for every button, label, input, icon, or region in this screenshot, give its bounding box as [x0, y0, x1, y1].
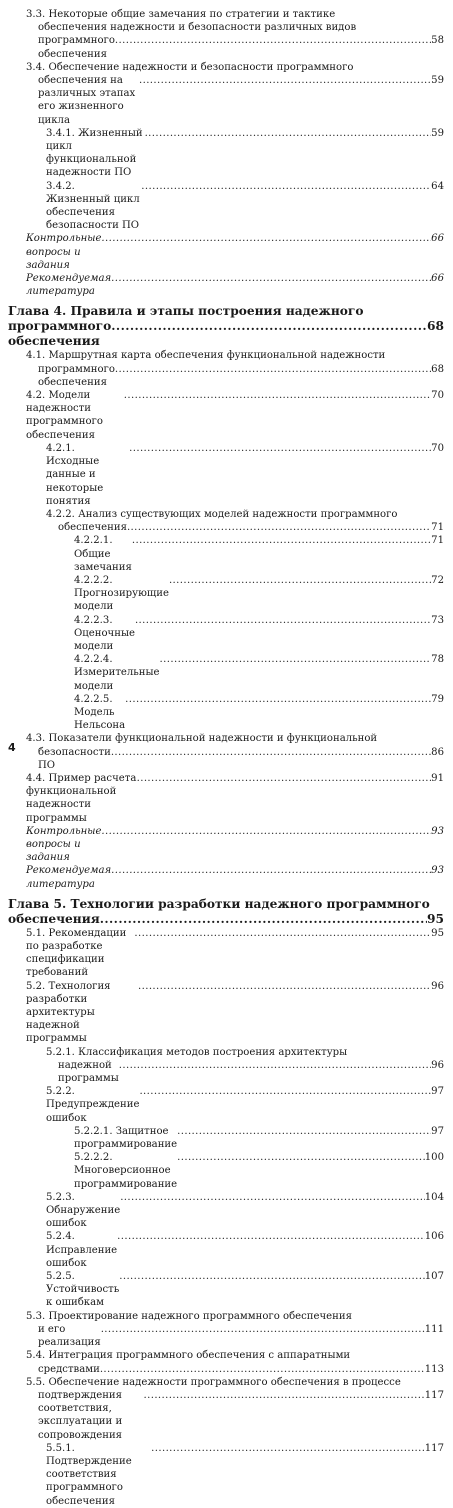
dot-leader	[100, 912, 427, 927]
toc-entry-title: обеспечения надежности и безопасности различных видов	[38, 22, 357, 34]
toc-entry[interactable]	[8, 232, 444, 272]
dot-leader	[101, 232, 431, 245]
toc-entry-title: 4.2.2.1. Общие замечания	[74, 535, 132, 573]
toc-page-number: 117	[424, 1442, 444, 1454]
dot-leader	[117, 1230, 425, 1243]
toc-entry[interactable]	[8, 693, 444, 733]
toc-entry-title: подтверждения соответствия, эксплуатации и сопровождения	[38, 1389, 123, 1441]
toc-entry-title: 3.3. Некоторые общие замечания по стратегии и тактике	[26, 9, 336, 20]
dot-leader	[141, 180, 431, 193]
toc-page-number: 93	[431, 825, 444, 837]
toc-page-number: 95	[431, 927, 444, 939]
toc-entry[interactable]	[8, 772, 444, 825]
toc-page-number: 104	[424, 1191, 444, 1203]
dot-leader	[134, 927, 431, 940]
toc-entry-title: 4.2.2. Анализ существующих моделей надежности программного	[46, 508, 398, 520]
dot-leader	[115, 34, 431, 47]
toc-entry[interactable]	[8, 1230, 444, 1270]
toc-page-number: 72	[431, 574, 444, 586]
dot-leader	[111, 319, 427, 334]
dot-leader	[160, 653, 432, 666]
toc-page-number: 96	[431, 980, 444, 992]
toc-entry-title: 3.4.1. Жизненный цикл функциональной надежности ПО	[46, 127, 143, 179]
dot-leader	[124, 389, 431, 402]
toc-page-number: 64	[431, 180, 444, 192]
toc-page-number: 66	[431, 233, 444, 245]
toc-page-number: 58	[431, 35, 444, 47]
toc-entry[interactable]	[8, 980, 444, 1046]
toc-page-number: 111	[424, 1323, 444, 1335]
toc-entry-title: и его реализация	[38, 1323, 101, 1349]
toc-page-number: 79	[431, 693, 444, 705]
table-of-contents	[8, 8, 444, 1508]
toc-entry-title: 3.4.2. Жизненный цикл обеспечения безопасности ПО	[46, 180, 140, 232]
toc-page-number: 96	[431, 1059, 444, 1071]
dot-leader	[139, 74, 431, 87]
toc-entry[interactable]	[8, 180, 444, 233]
toc-entry-title: 4.2. Модели надежности программного обеспечения	[26, 390, 103, 441]
toc-page-number: 68	[427, 319, 444, 334]
toc-page-number: 95	[427, 911, 444, 926]
toc-entry[interactable]	[8, 508, 444, 534]
dot-leader	[135, 614, 431, 627]
toc-entry[interactable]	[8, 614, 444, 654]
toc-page-number: 71	[431, 522, 444, 534]
dot-leader	[145, 127, 432, 140]
toc-page-number: 93	[431, 865, 444, 877]
toc-entry[interactable]	[8, 61, 444, 127]
dot-leader	[101, 1323, 425, 1336]
toc-entry[interactable]	[8, 8, 444, 61]
toc-page-number: 59	[431, 127, 444, 139]
dot-leader	[129, 442, 431, 455]
toc-page-number: 86	[431, 746, 444, 758]
toc-entry-title: Рекомендуемая литература	[26, 865, 112, 890]
dot-leader	[137, 772, 432, 785]
toc-entry[interactable]	[8, 574, 444, 614]
toc-entry-title: Контрольные вопросы и задания	[26, 233, 102, 271]
toc-page-number: 91	[431, 772, 444, 784]
toc-page-number: 107	[424, 1271, 444, 1283]
toc-entry-title: 5.2.2.2. Многоверсионное программирование	[74, 1152, 178, 1190]
toc-entry-title: 4.1. Маршрутная карта обеспечения функциональной надежности	[26, 350, 386, 362]
toc-page-number: 117	[424, 1389, 444, 1401]
dot-leader	[101, 825, 431, 838]
toc-entry-title: 4.2.2.3. Оценочные модели	[74, 614, 135, 652]
dot-leader	[132, 534, 431, 547]
toc-entry-title: 4.2.2.5. Модель Нельсона	[74, 693, 126, 732]
toc-entry-title: 4.2.2.4. Измерительные модели	[74, 654, 160, 692]
toc-entry[interactable]	[8, 127, 444, 180]
dot-leader	[115, 363, 431, 376]
toc-entry-title: надежной программы	[58, 1059, 119, 1085]
toc-entry-title: 3.4. Обеспечение надежности и безопасности программного	[26, 61, 354, 73]
toc-page-number: 97	[431, 1125, 444, 1137]
toc-entry-title: Глава 5. Технологии разработки надежного программного	[8, 896, 430, 911]
toc-entry[interactable]	[8, 1085, 444, 1125]
toc-entry-title: программного обеспечения	[8, 319, 112, 349]
dot-leader	[111, 864, 431, 877]
toc-page-number: 71	[431, 535, 444, 547]
dot-leader	[120, 1191, 425, 1204]
toc-page-number: 66	[431, 273, 444, 285]
toc-page-number: 68	[431, 363, 444, 375]
toc-page-number: 78	[431, 654, 444, 666]
toc-entry-title: 5.2.2. Предупреждение ошибок	[46, 1086, 140, 1124]
toc-entry-title: 5.2.3. Обнаружение ошибок	[46, 1191, 121, 1230]
toc-entry-title: 5.2.2.1. Защитное программирование	[74, 1125, 178, 1151]
toc-entry-title: 4.2.2.2. Прогнозирующие модели	[74, 574, 169, 613]
toc-entry[interactable]	[8, 389, 444, 442]
toc-entry-title: 5.5. Обеспечение надежности программного обеспечения в процессе	[26, 1376, 401, 1388]
toc-entry-title: безопасности ПО	[38, 746, 111, 771]
toc-entry[interactable]	[8, 1349, 444, 1375]
dot-leader	[127, 521, 431, 534]
toc-page-number: 59	[431, 75, 444, 87]
toc-entry[interactable]	[8, 927, 444, 980]
toc-entry[interactable]	[8, 1191, 444, 1231]
toc-entry-title: 4.3. Показатели функциональной надежности и функциональной	[26, 733, 378, 745]
toc-entry[interactable]	[8, 1376, 444, 1442]
toc-entry-title: обеспечения	[58, 522, 127, 534]
toc-entry-title: средствами	[38, 1363, 100, 1375]
toc-entry[interactable]	[8, 272, 444, 298]
toc-entry[interactable]	[8, 349, 444, 389]
toc-entry[interactable]	[8, 1270, 444, 1310]
toc-entry-title: 5.4. Интеграция программного обеспечения с аппаратными	[26, 1350, 351, 1362]
toc-entry[interactable]	[8, 1046, 444, 1086]
toc-entry-title: 5.1. Рекомендации по разработке спецификации требований	[26, 927, 127, 979]
dot-leader	[125, 693, 431, 706]
toc-entry-title: 5.2.4. Исправление ошибок	[46, 1231, 118, 1269]
dot-leader	[111, 746, 431, 759]
toc-entry-title: 5.2.1. Классификация методов построения архитектуры	[46, 1046, 348, 1058]
toc-page-number: 70	[431, 442, 444, 454]
toc-entry[interactable]	[8, 1442, 444, 1508]
toc-page-number: 106	[424, 1231, 444, 1243]
toc-entry-title: Рекомендуемая литература	[26, 273, 112, 298]
page-number: 4	[8, 741, 16, 754]
toc-page-number: 70	[431, 390, 444, 402]
dot-leader	[177, 1125, 431, 1138]
toc-entry[interactable]	[8, 864, 444, 890]
toc-entry-title: 5.2. Технология разработки архитектуры надежной программы	[26, 980, 111, 1045]
dot-leader	[144, 1389, 425, 1402]
toc-chapter-entry[interactable]	[8, 304, 444, 349]
toc-entry-title: обеспечения на различных этапах его жизненного цикла	[38, 75, 136, 126]
toc-entry[interactable]	[8, 1151, 444, 1191]
toc-entry[interactable]	[8, 653, 444, 693]
toc-entry-title: 4.4. Пример расчета функциональной надежности программы	[26, 772, 137, 824]
dot-leader	[100, 1363, 425, 1376]
toc-entry[interactable]	[8, 732, 444, 772]
toc-entry-title: программного обеспечения	[38, 35, 115, 60]
dot-leader	[139, 1085, 431, 1098]
toc-entry[interactable]	[8, 825, 444, 865]
dot-leader	[119, 1059, 431, 1072]
toc-entry[interactable]	[8, 534, 444, 574]
toc-entry-title: 5.2.5. Устойчивость к ошибкам	[46, 1271, 120, 1309]
dot-leader	[111, 272, 431, 285]
dot-leader	[138, 980, 431, 993]
toc-entry[interactable]	[8, 442, 444, 508]
toc-entry-title: Контрольные вопросы и задания	[26, 825, 102, 864]
toc-page-number: 73	[431, 614, 444, 626]
dot-leader	[177, 1151, 425, 1164]
toc-chapter-entry[interactable]	[8, 897, 444, 927]
toc-entry[interactable]	[8, 1310, 444, 1350]
dot-leader	[169, 574, 431, 587]
toc-entry-title: обеспечения	[8, 911, 100, 926]
dot-leader	[151, 1442, 425, 1455]
dot-leader	[119, 1270, 424, 1283]
toc-entry-title: программного обеспечения	[38, 363, 115, 388]
toc-entry-title: 5.5.1. Подтверждение соответствия программного обеспечения	[46, 1442, 132, 1507]
toc-entry-title: 4.2.1. Исходные данные и некоторые понятия	[46, 442, 104, 507]
toc-page-number: 113	[424, 1363, 444, 1375]
toc-page-number: 97	[431, 1086, 444, 1098]
toc-entry-title: Глава 4. Правила и этапы построения надежного	[8, 304, 364, 319]
toc-entry-title: 5.3. Проектирование надежного программного обеспечения	[26, 1310, 352, 1322]
toc-entry[interactable]	[8, 1125, 444, 1151]
toc-page-number: 100	[424, 1152, 444, 1164]
